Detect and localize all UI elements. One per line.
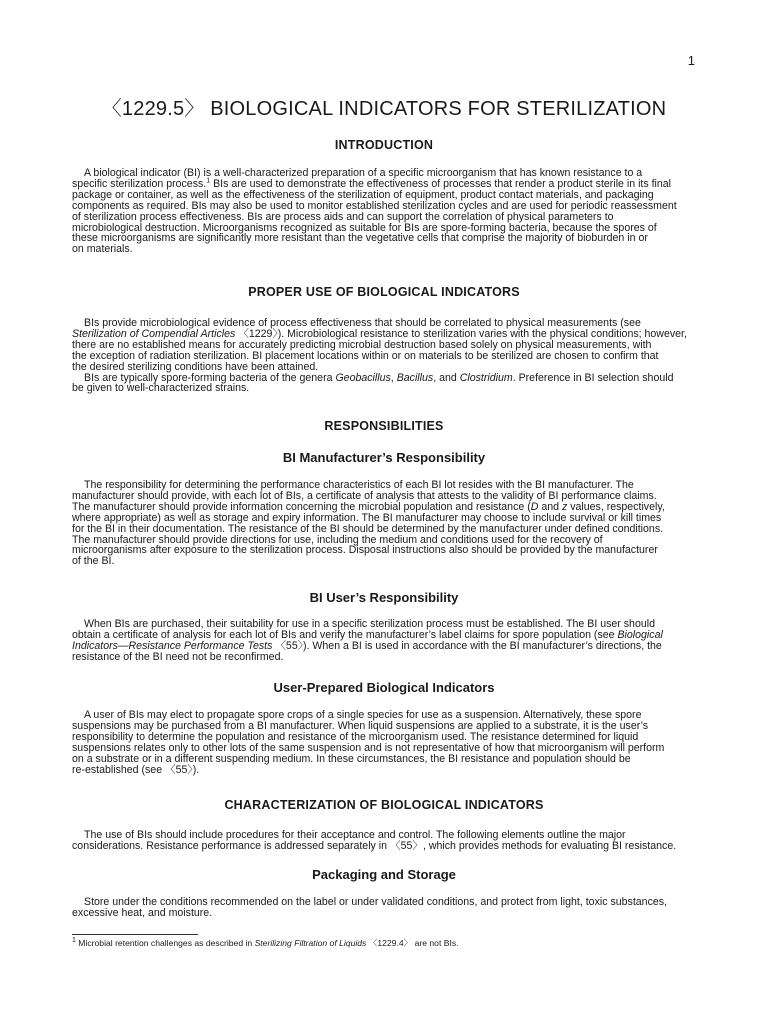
footnote-mark: 1 <box>72 937 76 945</box>
paragraph-packaging <box>72 897 698 919</box>
text-line: of sterilization process effectiveness. BIs are process aids and can support the correlation of physical parameters to <box>72 210 614 223</box>
heading-packaging-and-storage: Packaging and Storage <box>312 867 456 882</box>
text-line: of the BI. <box>72 555 115 568</box>
text-line: considerations. Resistance performance is addressed separately in 〈55〉, which provides methods for evaluating BI resistance. <box>72 839 677 852</box>
text-line: suspensions relates only to other lots of the same suspension and is not representative of how that microorganism will perform <box>72 741 665 754</box>
text-line: Indicators—Resistance Performance Tests 〈55〉). When a BI is used in accordance with the BI manufacturer’s directions, the <box>72 639 662 652</box>
text-line: be given to well-characterized strains. <box>72 382 250 395</box>
text-line: BIs provide microbiological evidence of process effectiveness that should be correlated to physical measurements (see <box>84 317 641 329</box>
heading-characterization: CHARACTERIZATION OF BIOLOGICAL INDICATORS <box>224 798 544 812</box>
text-line: A user of BIs may elect to propagate spore crops of a single species for use as a suspension. Alternatively, these spore <box>84 709 642 721</box>
text-line: BIs are typically spore-forming bacteria of the genera Geobacillus, Bacillus, and Clostridium. Preference in BI selection should <box>84 371 674 384</box>
text-line: A biological indicator (BI) is a well-characterized preparation of a specific microorganism that has known resistance to a <box>84 167 643 179</box>
text-line: The manufacturer should provide directions for use, including the medium and conditions used for the recovery of <box>72 533 603 546</box>
text-line: the exception of radiation sterilization. BI placement locations within or on materials to be sterilized are chosen to confirm that <box>72 349 659 362</box>
heading-proper-use: PROPER USE OF BIOLOGICAL INDICATORS <box>248 285 520 299</box>
paragraph-proper-use <box>72 318 698 394</box>
text-line: When BIs are purchased, their suitability for use in a specific sterilization process must be established. The BI user should <box>84 618 655 630</box>
text-line: Sterilization of Compendial Articles 〈1229〉). Microbiological resistance to sterilization varies with the physical conditions; however, <box>72 327 687 340</box>
text-line: on materials. <box>72 243 133 256</box>
text-line: for the BI in their documentation. The resistance of the BI should be determined by the manufacturer under defined conditions. <box>72 522 664 535</box>
text-line: responsibility to determine the population and resistance of the microorganism used. The resistance determined for liquid <box>72 730 639 743</box>
text-line: The use of BIs should include procedures for their acceptance and control. The following elements outline the major <box>84 829 626 841</box>
text-line: where appropriate) as well as storage and expiry information. The BI manufacturer may choose to include survival or kill times <box>72 511 662 524</box>
text-line: the desired sterilizing conditions have been attained. <box>72 360 319 373</box>
paragraph-user-prepared <box>72 710 698 775</box>
heading-user-prepared-indicators: User-Prepared Biological Indicators <box>273 680 495 695</box>
text-line: resistance of the BI need not be reconfirmed. <box>72 650 284 663</box>
paragraph-introduction <box>72 168 698 255</box>
footnote-divider <box>72 934 198 935</box>
footnote-reference: 1 <box>206 177 211 185</box>
heading-responsibilities: RESPONSIBILITIES <box>324 419 444 433</box>
text-line: package or container, as well as the effectiveness of the sterilization of equipment, product contact materials, and packaging <box>72 188 654 201</box>
paragraph-user <box>72 619 698 663</box>
text-line: specific sterilization process.$^1$ BIs are used to demonstrate the effectiveness of processes that render a product sterile in its final <box>72 177 672 190</box>
text-line: The manufacturer should provide information concerning the microbial population and resistance (D and z values, respectively, <box>72 500 665 513</box>
text-line: The responsibility for determining the performance characteristics of each BI lot resides with the BI manufacturer. The <box>84 479 634 491</box>
text-line: re-established (see 〈55〉). <box>72 763 200 776</box>
text-line: these microorganisms are significantly more resistant than the vegetative cells that comprise the majority of bioburden in or <box>72 232 648 245</box>
text-line: obtain a certificate of analysis for each lot of BIs and verify the manufacturer’s label claims for spore population (see Biological <box>72 628 663 641</box>
text-line: manufacturer should provide, with each lot of BIs, a certificate of analysis that attests to the validity of BI performance claims. <box>72 489 657 502</box>
text-line: suspensions may be purchased from a BI manufacturer. When liquid suspensions are applied to a substrate, it is the user’s <box>72 719 649 732</box>
text-line: components as required. BIs may also be used to monitor established sterilization cycles and are used for periodic reassessment <box>72 199 677 212</box>
text-line: there are no established means for accurately predicting microbial destruction based solely on physical measurements, with <box>72 338 652 351</box>
text-line: excessive heat, and moisture. <box>72 906 213 919</box>
paragraph-characterization <box>72 830 698 852</box>
heading-bi-manufacturer-responsibility: BI Manufacturer’s Responsibility <box>282 450 486 465</box>
footnote: $^1$ Microbial retention challenges as described in Sterilizing Filtration of Liquids 〈1229.4〉 are not BIs. <box>72 937 459 948</box>
text-line: microbiological destruction. Microorganisms recognized as suitable for BIs are spore-forming bacteria, because the spores of <box>72 221 657 234</box>
document-title: 〈1229.5〉 BIOLOGICAL INDICATORS FOR STERILIZATION <box>101 98 667 120</box>
text-line: Store under the conditions recommended on the label or under validated conditions, and protect from light, toxic substances, <box>84 896 667 908</box>
page-number: 1 <box>687 53 695 68</box>
text-line: microorganisms after exposure to the sterilization process. Disposal instructions also should be provided by the manufacturer <box>72 544 658 557</box>
paragraph-manufacturer <box>72 480 698 567</box>
text-line: on a substrate or in a different suspending medium. In these circumstances, the BI resistance and population should be <box>72 752 631 765</box>
heading-bi-user-responsibility: BI User’s Responsibility <box>309 590 459 605</box>
heading-introduction: INTRODUCTION <box>334 138 434 152</box>
